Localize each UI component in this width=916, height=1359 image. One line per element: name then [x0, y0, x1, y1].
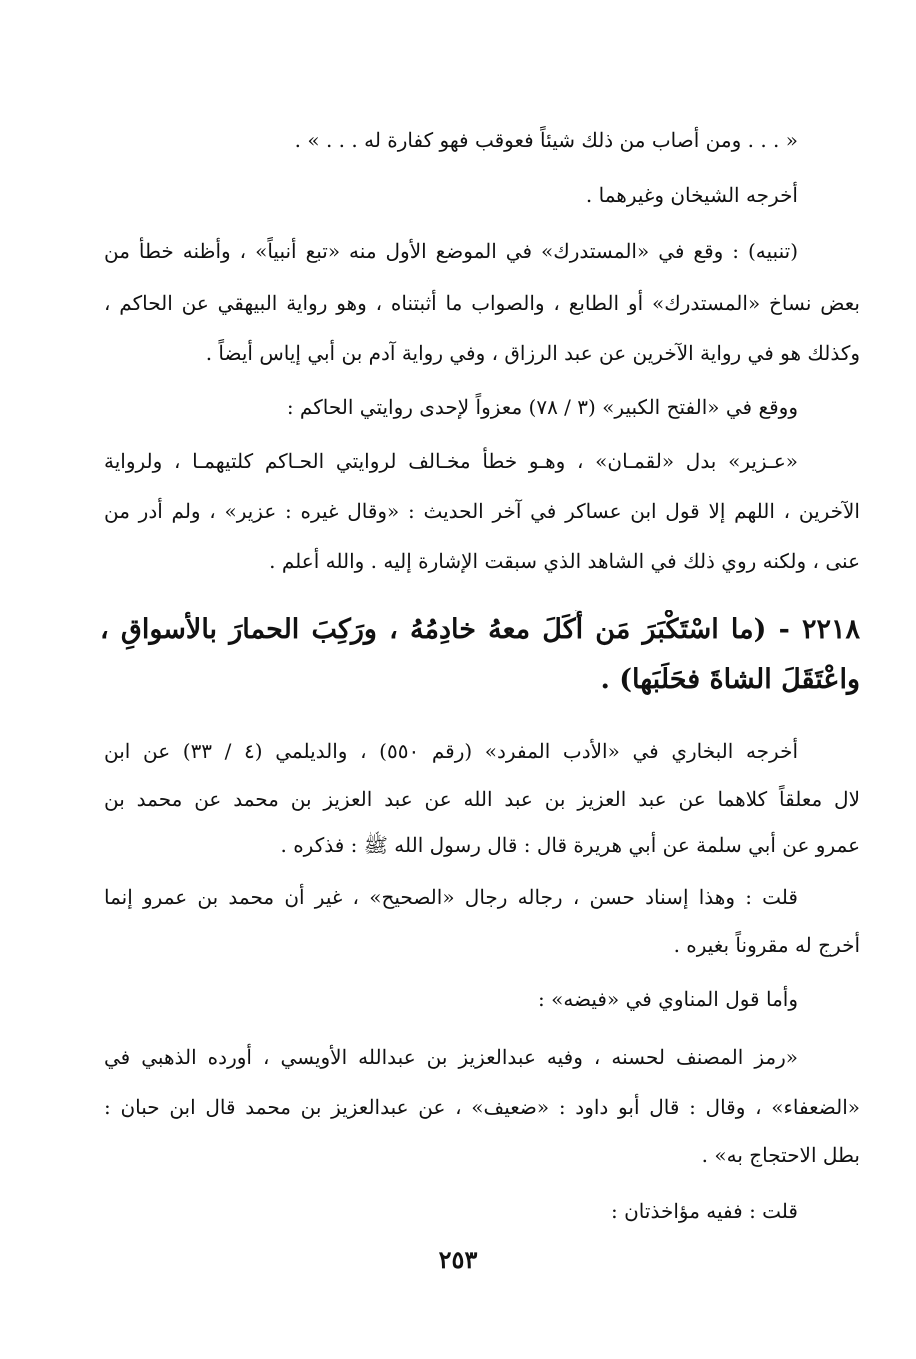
hadith-heading: واعْتَقَلَ الشاةَ فحَلَبَها) .	[600, 664, 860, 695]
text-line: بعض نساخ «المستدرك» أو الطابع ، والصواب ما أثبتناه ، وهو رواية البيهقي عن الحاكم ،	[104, 291, 860, 315]
text-line: وكذلك هو في رواية الآخرين عن عبد الرزاق ، وفي رواية آدم بن أبي إياس أيضاً .	[205, 341, 860, 365]
text-line: أخرجه البخاري في «الأدب المفرد» (رقم ٥٥٠) ، والديلمي (٤ / ٣٣) عن ابن	[104, 739, 798, 763]
text-line: بطل الاحتجاج به» .	[701, 1143, 860, 1167]
text-line: « . . . ومن أصاب من ذلك شيئاً فعوقب فهو كفارة له . . . » .	[294, 128, 798, 152]
text-line: «الضعفاء» ، وقال : قال أبو داود : «ضعيف» ، عن عبدالعزيز بن محمد قال ابن حبان :	[104, 1095, 860, 1119]
text-line: ووقع في «الفتح الكبير» (٣ / ٧٨) معزواً لإحدى روايتي الحاكم :	[286, 395, 798, 419]
text-line: الآخرين ، اللهم إلا قول ابن عساكر في آخر الحديث : «وقال غيره : عزير» ، ولم أدر من	[104, 499, 860, 523]
text-line: وأما قول المناوي في «فيضه» :	[538, 987, 798, 1011]
page-number: ٢٥٣	[438, 1245, 478, 1274]
hadith-heading: ٢٢١٨ - (ما اسْتَكْبَرَ مَن أَكَلَ معهُ خادِمُهُ ، ورَكِبَ الحمارَ بالأسواقِ ،	[100, 614, 860, 645]
text-line: لال معلقاً كلاهما عن عبد العزيز بن عبد الله عن عبد العزيز بن محمد عن محمد بن	[104, 787, 860, 811]
text-line: قلت : ففيه مؤاخذتان :	[611, 1199, 798, 1223]
text-line: «رمز المصنف لحسنه ، وفيه عبدالعزيز بن عبدالله الأويسي ، أورده الذهبي في	[104, 1045, 798, 1069]
text-line: «عـزير» بدل «لقمـان» ، وهـو خطأ مخـالف لروايتي الحـاكم كلتيهمـا ، ولرواية	[104, 449, 798, 473]
text-line: (تنبيه) : وقع في «المستدرك» في الموضع الأول منه «تبع أنبياً» ، وأظنه خطأ من	[104, 239, 798, 263]
text-line: عمرو عن أبي سلمة عن أبي هريرة قال : قال رسول الله ﷺ : فذكره .	[280, 833, 860, 857]
text-line: عنى ، ولكنه روي ذلك في الشاهد الذي سبقت الإشارة إليه . والله أعلم .	[269, 549, 860, 573]
text-line: أخرجه الشيخان وغيرهما .	[585, 183, 798, 207]
text-line: أخرج له مقروناً بغيره .	[673, 933, 860, 957]
text-line: قلت : وهذا إسناد حسن ، رجاله رجال «الصحيح» ، غير أن محمد بن عمرو إنما	[104, 885, 798, 909]
